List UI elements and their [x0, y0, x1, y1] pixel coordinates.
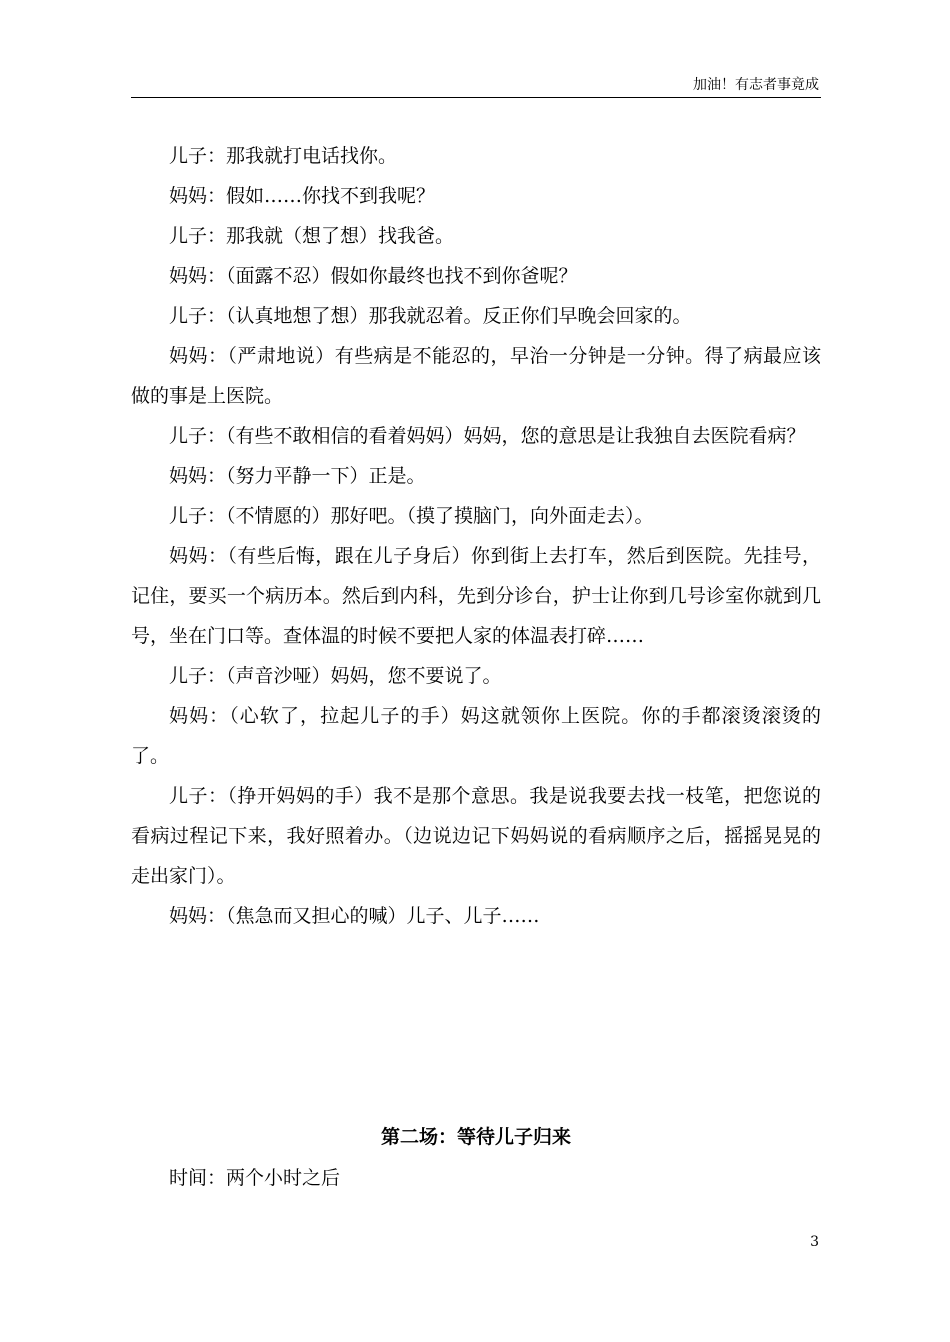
dialogue-line: 儿子：（认真地想了想）那我就忍着。反正你们早晚会回家的。	[169, 305, 692, 327]
dialogue-line: 妈妈：（严肃地说）有些病是不能忍的，早治一分钟是一分钟。得了病最应该做的事是上医院。	[131, 345, 821, 407]
dialogue-line: 儿子：（有些不敢相信的看着妈妈）妈妈，您的意思是让我独自去医院看病？	[169, 425, 806, 447]
dialogue-line: 儿子：那我就打电话找你。	[169, 145, 398, 167]
header-divider	[131, 97, 821, 98]
scene-heading: 第二场：等待儿子归来	[380, 1126, 571, 1148]
page-header: 加油！有志者事竟成	[693, 77, 819, 93]
dialogue-line: 儿子：（挣开妈妈的手）我不是那个意思。我是说我要去找一枝笔，把您说的看病过程记下来，我好照着办。（边说边记下妈妈说的看病顺序之后，摇摇晃晃的走出家门）。	[131, 785, 821, 887]
page-number: 3	[810, 1234, 819, 1250]
dialogue-line: 妈妈：（面露不忍）假如你最终也找不到你爸呢？	[169, 265, 578, 287]
dialogue-line: 妈妈：假如……你找不到我呢？	[169, 185, 436, 207]
dialogue-line: 儿子：那我就（想了想）找我爸。	[169, 225, 455, 247]
dialogue-line: 儿子：（声音沙哑）妈妈，您不要说了。	[169, 665, 502, 687]
script-body	[131, 136, 821, 936]
dialogue-line: 妈妈：（焦急而又担心的喊）儿子、儿子……	[169, 905, 540, 927]
scene-time: 时间：两个小时之后	[169, 1167, 341, 1189]
dialogue-line: 妈妈：（心软了，拉起儿子的手）妈这就领你上医院。你的手都滚烫滚烫的了。	[131, 705, 821, 767]
dialogue-line: 妈妈：（努力平静一下）正是。	[169, 465, 426, 487]
dialogue-line: 妈妈：（有些后悔，跟在儿子身后）你到街上去打车，然后到医院。先挂号，记住，要买一个病历本。然后到内科，先到分诊台，护士让你到几号诊室你就到几号，坐在门口等。查体温的时候不要把人家的体温表打碎……	[131, 545, 821, 647]
dialogue-line: 儿子：（不情愿的）那好吧。（摸了摸脑门，向外面走去）。	[169, 505, 654, 527]
